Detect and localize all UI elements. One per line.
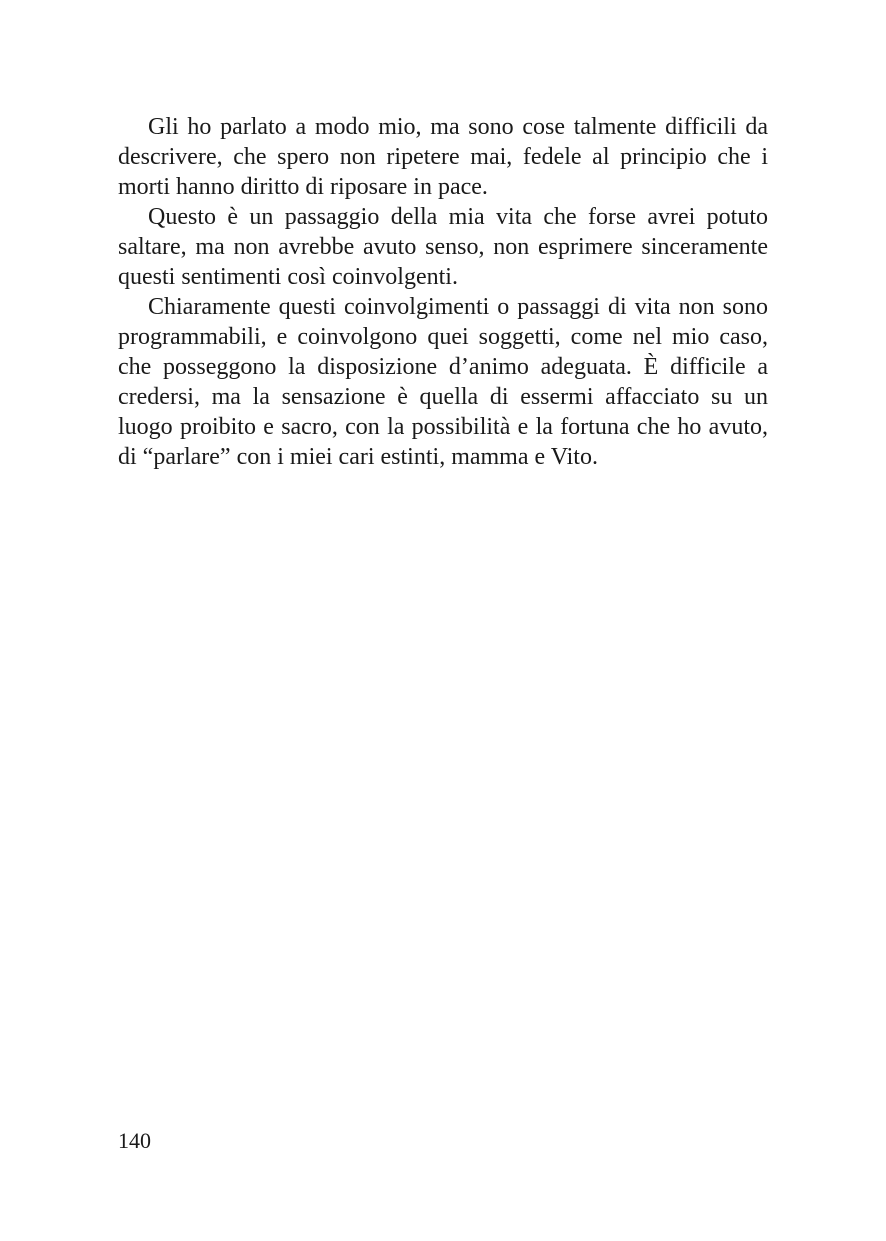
page-number: 140 [118, 1128, 151, 1153]
paragraph: Questo è un passaggio della mia vita che forse avrei potuto saltare, ma non avrebbe avuto senso, non esprimere sinceramente questi sentimenti così coinvolgenti. [118, 204, 768, 290]
paragraph: Gli ho parlato a modo mio, ma sono cose talmente difficili da descrivere, che spero non ripetere mai, fedele al principio che i morti hanno diritto di riposare in pace. [118, 114, 768, 200]
paragraph: Chiaramente questi coinvolgimenti o passaggi di vita non sono programmabili, e coinvolgono quei soggetti, come nel mio caso, che posseggono la disposizione d’animo adeguata. È difficile a credersi, ma la sensazione è quella di essermi affacciato su un luogo proibito e sacro, con la possibilità e la fortuna che ho avuto, di “parlare” con i miei cari estinti, mamma e Vito. [118, 294, 768, 470]
body-text [118, 112, 768, 472]
